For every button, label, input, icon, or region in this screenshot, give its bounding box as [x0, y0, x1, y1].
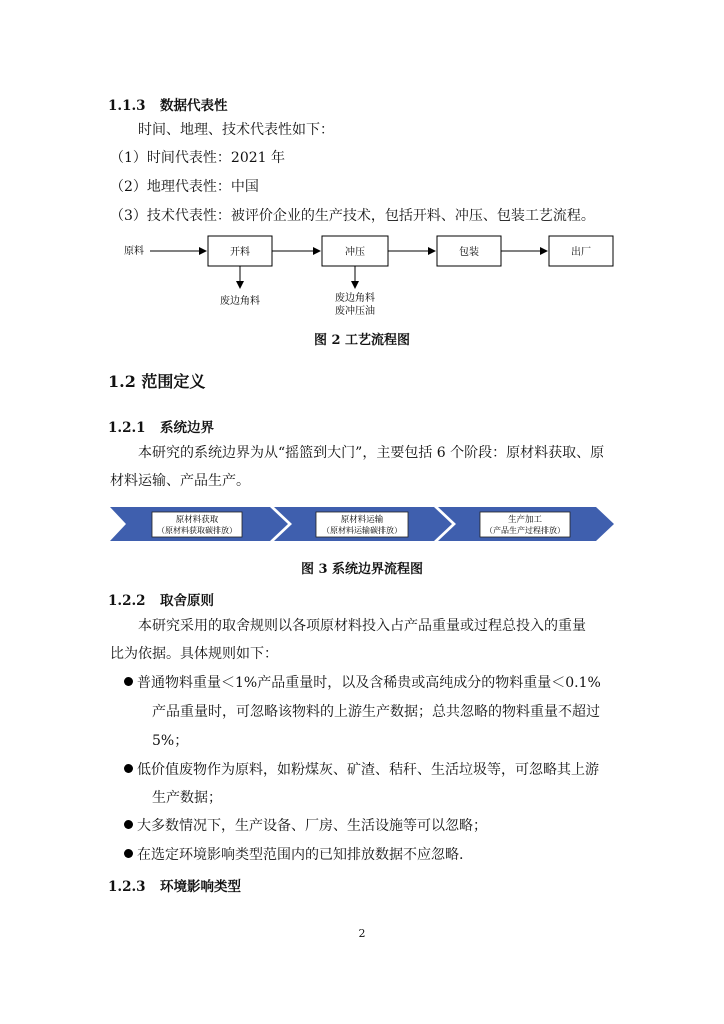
stage-sub: （产品生产过程排放） [485, 526, 565, 535]
bullet-dot [124, 820, 133, 829]
cutoff-line-2: 比为依据。具体规则如下： [110, 646, 278, 662]
bullet-2 [124, 760, 599, 780]
stage-title: 生产加工 [507, 515, 543, 525]
boundary-line-1: 本研究的系统边界为从“摇篮到大门”，主要包括 6 个阶段：原材料获取、原 [138, 445, 605, 461]
bullet-dot [124, 849, 133, 858]
page-number: 2 [358, 927, 366, 940]
system-boundary-diagram [0, 505, 724, 545]
heading-title: 系统边界 [160, 420, 214, 436]
rep-geo: （2）地理代表性：中国 [110, 179, 259, 195]
heading-title: 环境影响类型 [160, 879, 241, 895]
stage-title: 原材料运输 [340, 515, 384, 525]
rep-time: （1）时间代表性：2021 年 [110, 150, 285, 166]
flow-step-label: 出厂 [571, 247, 591, 258]
bullet-4 [124, 845, 463, 865]
waste-label-2b: 废冲压油 [335, 306, 375, 317]
heading-1-2-2 [108, 589, 214, 609]
flow-step-label: 包装 [459, 247, 479, 258]
heading-title: 数据代表性 [160, 98, 228, 114]
bullet-2-cont: 生产数据； [152, 790, 222, 806]
bullet-text: 低价值废物作为原料，如粉煤灰、矿渣、秸秆、生活垃圾等，可忽略其上游 [137, 762, 599, 778]
heading-number: 1.2.2 [108, 593, 146, 609]
stage-sub: （原材料运输碳排放） [322, 526, 402, 535]
figure-3-caption: 图 3 系统边界流程图 [300, 562, 424, 577]
heading-number: 1.2.1 [108, 420, 146, 436]
flow-step-label: 冲压 [345, 247, 365, 258]
rep-intro: 时间、地理、技术代表性如下： [138, 122, 334, 138]
bullet-1-cont-2: 5%； [152, 733, 189, 749]
process-flow-diagram [0, 228, 724, 324]
bullet-text: 大多数情况下，生产设备、厂房、生活设施等可以忽略； [137, 818, 487, 834]
bullet-text: 在选定环境影响类型范围内的已知排放数据不应忽略. [137, 847, 464, 863]
heading-number: 1.1.3 [108, 98, 146, 114]
stage-sub: （原材料获取碳排放） [157, 526, 237, 535]
bullet-dot [124, 677, 133, 686]
heading-1-2: 1.2 范围定义 [108, 372, 206, 391]
bullet-dot [124, 764, 133, 773]
bullet-1-cont-1: 产品重量时，可忽略该物料的上游生产数据；总共忽略的物料重量不超过 [152, 704, 600, 720]
stage-title: 原材料获取 [175, 515, 219, 525]
waste-label-1: 废边角料 [220, 296, 260, 307]
bullet-3 [124, 816, 487, 836]
flow-step-label: 开料 [230, 247, 250, 258]
boundary-line-2: 材料运输、产品生产。 [110, 473, 250, 489]
waste-label-2a: 废边角料 [335, 293, 375, 304]
bullet-text: 普通物料重量＜1%产品重量时，以及含稀贵或高纯成分的物料重量＜0.1% [137, 675, 601, 691]
figure-2-caption: 图 2 工艺流程图 [313, 333, 411, 348]
heading-title: 取舍原则 [160, 593, 214, 609]
cutoff-line-1: 本研究采用的取舍规则以各项原材料投入占产品重量或过程总投入的重量 [138, 618, 586, 634]
flow-input-label: 原料 [124, 246, 144, 257]
heading-1-2-3 [108, 875, 241, 895]
heading-1-1-3 [108, 94, 228, 114]
rep-tech: （3）技术代表性：被评价企业的生产技术，包括开料、冲压、包装工艺流程。 [110, 208, 595, 224]
bullet-1 [124, 673, 601, 693]
heading-number: 1.2.3 [108, 879, 146, 895]
heading-1-2-1 [108, 416, 214, 436]
